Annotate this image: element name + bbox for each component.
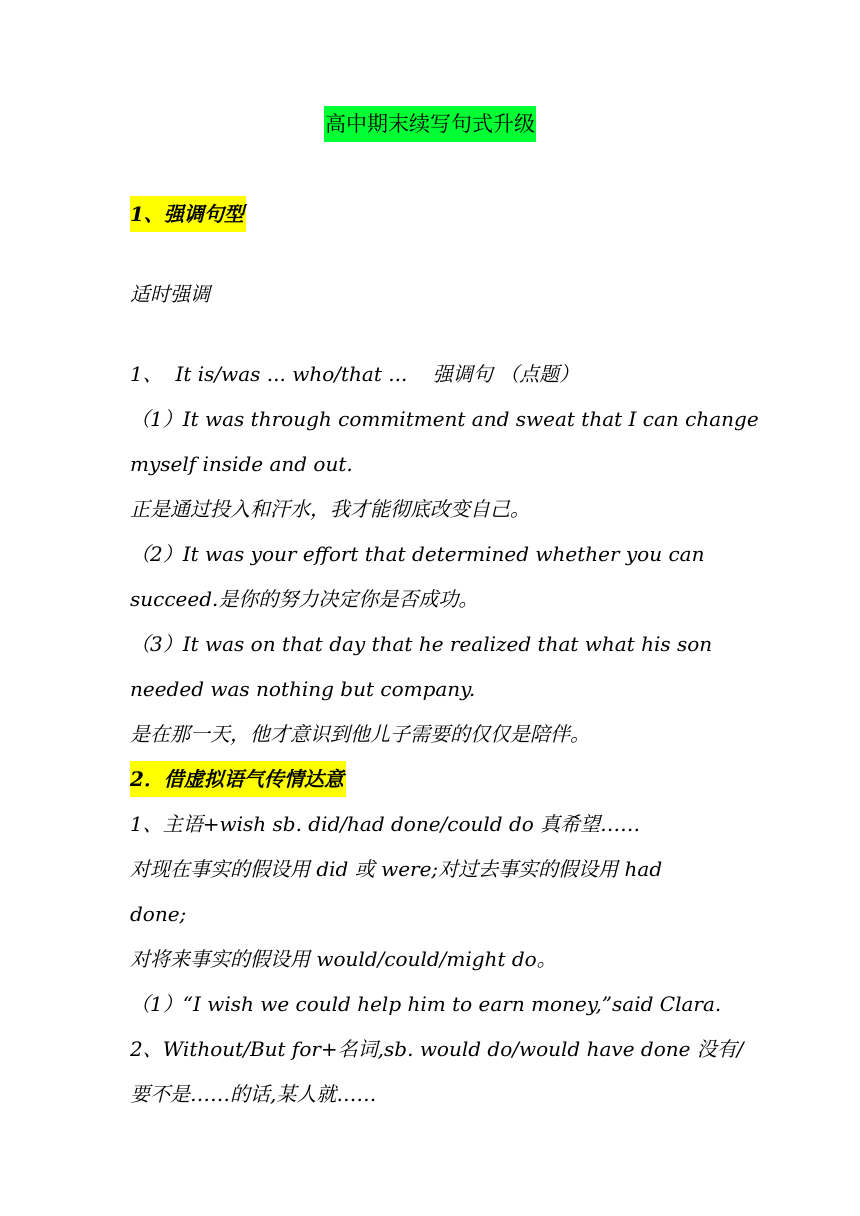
section1-item1-label: 1、 It is/was ... who/that ... 强调句 （点题） — [130, 362, 580, 386]
section2-item2-line1: 2、Without/But for+名词,sb. would do/would have done 没有/ — [130, 1037, 744, 1061]
spacer — [130, 237, 740, 272]
section1-example1-en-line2: myself inside and out. — [130, 452, 353, 476]
section2-note2: 对将来事实的假设用 would/could/might do。 — [130, 947, 557, 971]
section2-item1: 1、主语+wish sb. did/had done/could do 真希望…… — [130, 812, 641, 836]
spacer — [130, 317, 740, 352]
section1-heading-line — [130, 192, 740, 237]
section2-note1-line1: 对现在事实的假设用 did 或 were;对过去事实的假设用 had — [130, 857, 663, 881]
section1-heading: 1、强调句型 — [130, 196, 246, 232]
section2-note1-line2: done; — [130, 902, 187, 926]
section1-example3-en-line1: （3）It was on that day that he realized that what his son — [130, 632, 713, 656]
document-title — [0, 106, 860, 142]
section1-example2-en-line2: succeed.是你的努力决定你是否成功。 — [130, 587, 479, 611]
section2-item2-line2: 要不是……的话,某人就…… — [130, 1082, 377, 1106]
section1-example1-zh: 正是通过投入和汗水，我才能彻底改变自己。 — [130, 497, 530, 521]
section1-subtitle: 适时强调 — [130, 282, 210, 306]
section1-example3-zh: 是在那一天，他才意识到他儿子需要的仅仅是陪伴。 — [130, 722, 590, 746]
title-highlight: 高中期末续写句式升级 — [324, 106, 536, 142]
section2-heading-line — [130, 757, 740, 802]
section2-example1: （1）“I wish we could help him to earn money,”said Clara. — [130, 992, 722, 1016]
document-body — [130, 192, 759, 1117]
section1-example3-en-line2: needed was nothing but company. — [130, 677, 476, 701]
section1-example2-en-line1: （2）It was your effort that determined whether you can — [130, 542, 705, 566]
section2-heading: 2．借虚拟语气传情达意 — [130, 761, 346, 797]
section1-example1-en-line1: （1）It was through commitment and sweat that I can change — [130, 407, 759, 431]
